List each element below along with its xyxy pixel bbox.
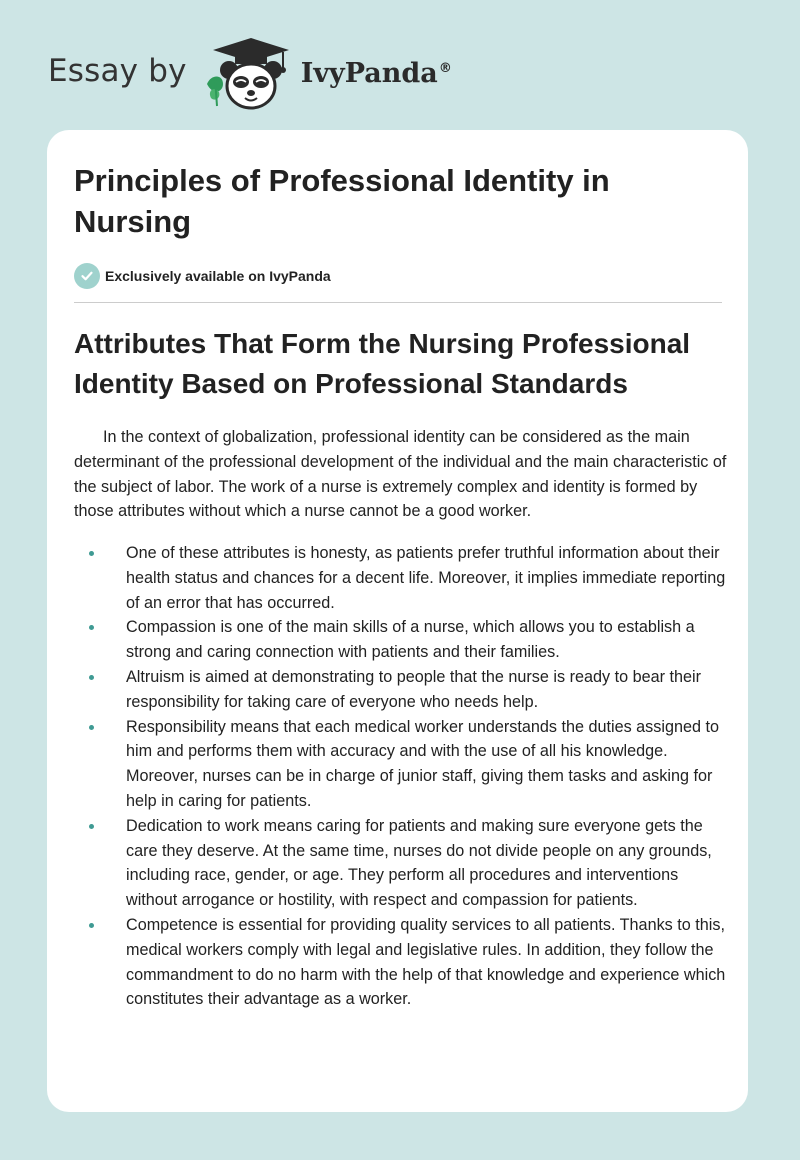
brand-name: [301, 58, 452, 89]
list-item: [74, 814, 729, 913]
bullet-dot-icon: [89, 725, 94, 730]
bullet-dot-icon: [89, 625, 94, 630]
brand-prefix: Essay by: [48, 53, 187, 89]
divider: [74, 302, 722, 303]
attribute-list: [74, 541, 729, 1012]
list-item: [74, 541, 729, 615]
essay-card: [47, 130, 748, 1112]
bullet-dot-icon: [89, 923, 94, 928]
list-item-text: Altruism is aimed at demonstrating to people that the nurse is ready to bear their responsibility for taking care of everyone who needs help.: [126, 667, 701, 711]
brand-header: [48, 34, 452, 114]
list-item-text: Responsibility means that each medical worker understands the duties assigned to him and performs them with accuracy and with the use of all his knowledge. Moreover, nurses can be in charge of junior staff, giving them tasks and asking for help in caring for patients.: [126, 717, 719, 810]
bullet-dot-icon: [89, 551, 94, 556]
panda-graduate-icon: [201, 34, 297, 114]
badge-label: Exclusively available on IvyPanda: [105, 268, 331, 284]
exclusive-badge: [74, 263, 331, 289]
checkmark-icon: [74, 263, 100, 289]
list-item-text: One of these attributes is honesty, as patients prefer truthful information about their health status and chances for a decent life. Moreover, it implies immediate reporting of an error that has occurred.: [126, 544, 726, 612]
bullet-dot-icon: [89, 675, 94, 680]
brand-name-text: IvyPanda: [300, 57, 438, 89]
registered-mark: ®: [438, 60, 452, 76]
list-item-text: Dedication to work means caring for patients and making sure everyone gets the care they deserve. At the same time, nurses do not divide people on any grounds, including race, gender, or age. They perform all procedures and interventions without arrogance or hostility, with respect and compassion for patients.: [126, 816, 712, 910]
bullet-dot-icon: [89, 824, 94, 829]
list-item: [74, 615, 729, 665]
list-item-text: Compassion is one of the main skills of a nurse, which allows you to establish a strong and caring connection with patients and their families.: [126, 618, 695, 662]
page-title: Principles of Professional Identity in Nursing: [74, 163, 610, 239]
intro-paragraph: In the context of globalization, professional identity can be considered as the main determinant of the professional development of the individual and the main characteristic of the subject of labor. The work of a nurse is extremely complex and identity is formed by those attributes without which a nurse cannot be a good worker.: [74, 428, 727, 521]
list-item: [74, 715, 729, 814]
list-item-text: Competence is essential for providing quality services to all patients. Thanks to this, medical workers comply with legal and legislative rules. In addition, they follow the commandment to do no harm with the help of that knowledge and experience which constitutes their advantage as a worker.: [126, 915, 726, 1009]
section-heading: Attributes That Form the Nursing Professional Identity Based on Professional Standards: [74, 328, 691, 399]
list-item: [74, 913, 729, 1012]
list-item: [74, 665, 729, 715]
